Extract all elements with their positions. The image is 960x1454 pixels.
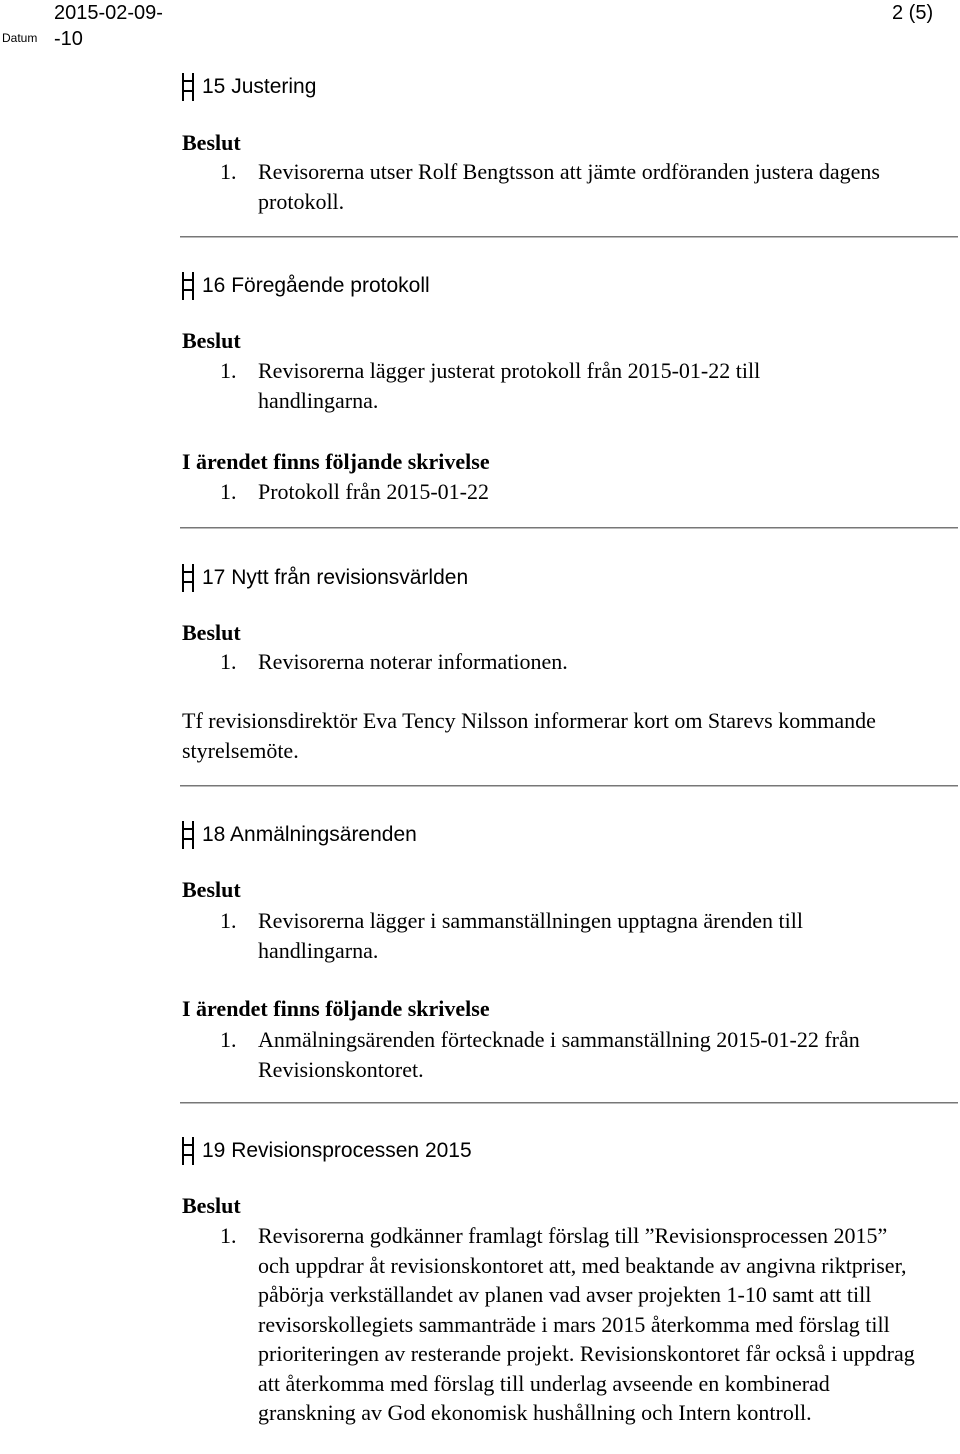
section-divider bbox=[180, 785, 958, 787]
section-heading-text: 17 Nytt från revisionsvärlden bbox=[202, 566, 469, 589]
list-item-number: 1. bbox=[220, 908, 237, 933]
list-item-text: Revisorerna godkänner framlagt förslag till ”Revisionsprocessen 2015” och uppdrar åt revisionskontoret att, med beaktande av angivna riktpriser, påbörja verkställandet av planen vad avser projekten 1-10 samt att till revisorskollegiets sammanträde i mars 2015 återkomma med förslag till prioriteringen av resterande projekt. Revisionskontoret får också i uppdrag att återkomma med förslag till underlag avseende en kombinerad granskning av God ekonomisk hushållning och Intern kontroll. bbox=[258, 1223, 915, 1425]
section-divider bbox=[180, 236, 958, 238]
list-item bbox=[220, 477, 950, 507]
paragraph-text: Tf revisionsdirektör Eva Tency Nilsson informerar kort om Starevs kommande styrelsemöte. bbox=[182, 708, 876, 763]
list-item-text: Anmälningsärenden förtecknade i sammanställning 2015-01-22 från Revisionskontoret. bbox=[258, 1027, 860, 1082]
page-number: 2 (5) bbox=[892, 2, 934, 24]
section-mark-icon bbox=[182, 272, 194, 300]
list-item-text: Protokoll från 2015-01-22 bbox=[258, 479, 489, 504]
section-heading-text: 18 Anmälningsärenden bbox=[202, 823, 417, 846]
section-mark-icon bbox=[182, 821, 194, 849]
list-item-text: Revisorerna lägger i sammanställningen upptagna ärenden till handlingarna. bbox=[258, 908, 803, 963]
datum-label: Datum bbox=[2, 31, 38, 45]
list-item-text: Revisorerna lägger justerat protokoll från 2015-01-22 till handlingarna. bbox=[258, 358, 761, 413]
list-item-number: 1. bbox=[220, 649, 237, 674]
beslut-label: Beslut bbox=[182, 1193, 241, 1218]
list-item-number: 1. bbox=[220, 159, 237, 184]
section-heading-18 bbox=[182, 820, 417, 850]
beslut-label: Beslut bbox=[182, 130, 241, 155]
section-heading-text: 16 Föregående protokoll bbox=[202, 274, 430, 297]
section-heading-text: 15 Justering bbox=[202, 75, 317, 98]
beslut-label: Beslut bbox=[182, 620, 241, 645]
section-heading-16 bbox=[182, 271, 430, 301]
document-date: 2015-02-09--10 bbox=[54, 2, 163, 50]
section-divider bbox=[180, 527, 958, 529]
section-mark-icon bbox=[182, 1137, 194, 1165]
section-divider bbox=[180, 1102, 958, 1104]
beslut-label: Beslut bbox=[182, 877, 241, 902]
list-item bbox=[220, 157, 950, 216]
section-mark-icon bbox=[182, 564, 194, 592]
list-item-text: Revisorerna utser Rolf Bengtsson att jämte ordföranden justera dagens protokoll. bbox=[258, 159, 880, 214]
list-item bbox=[220, 1025, 950, 1084]
list-item-number: 1. bbox=[220, 1027, 237, 1052]
section-heading-text: 19 Revisionsprocessen 2015 bbox=[202, 1139, 472, 1162]
section-heading-17 bbox=[182, 563, 468, 593]
list-item-number: 1. bbox=[220, 1223, 237, 1248]
list-item-number: 1. bbox=[220, 479, 237, 504]
list-item bbox=[220, 647, 950, 677]
section-heading-15 bbox=[182, 72, 316, 102]
list-item-text: Revisorerna noterar informationen. bbox=[258, 649, 568, 674]
list-item bbox=[220, 906, 950, 965]
section-mark-icon bbox=[182, 73, 194, 101]
skrivelse-label: I ärendet finns följande skrivelse bbox=[182, 996, 490, 1021]
skrivelse-label: I ärendet finns följande skrivelse bbox=[182, 449, 490, 474]
list-item bbox=[220, 1221, 950, 1428]
list-item bbox=[220, 356, 950, 415]
beslut-label: Beslut bbox=[182, 328, 241, 353]
section-heading-19 bbox=[182, 1136, 472, 1166]
list-item-number: 1. bbox=[220, 358, 237, 383]
